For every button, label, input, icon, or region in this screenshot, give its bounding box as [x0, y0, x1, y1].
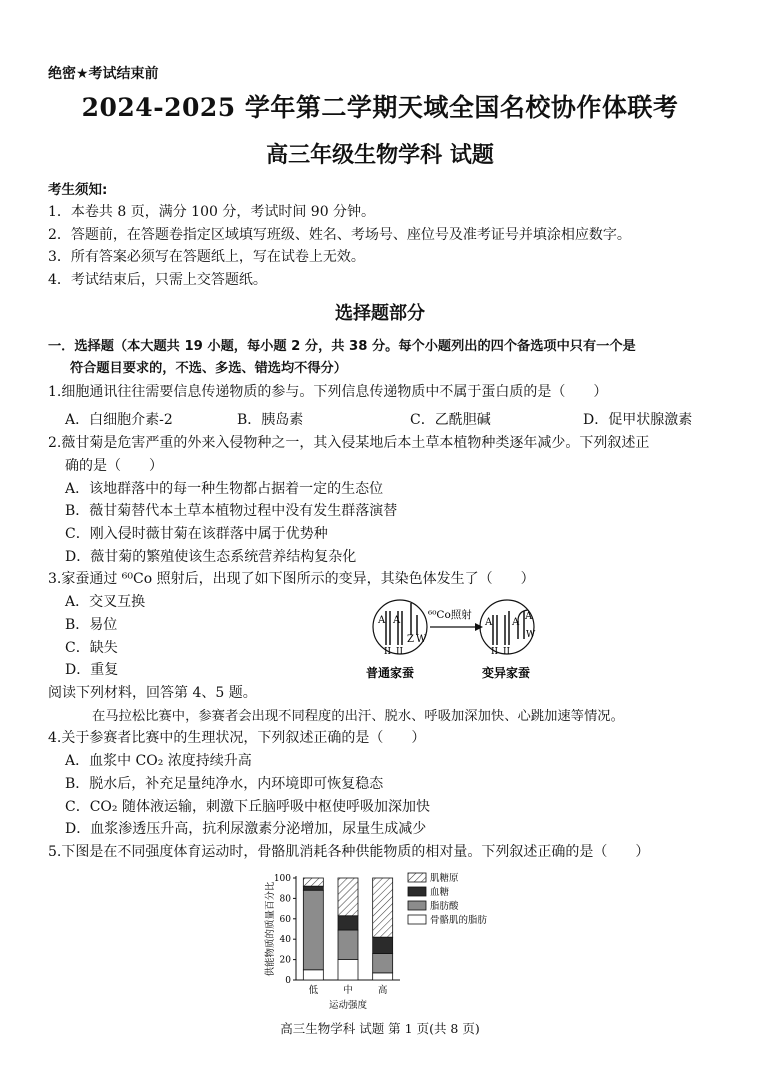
q3-stem: 3.家蚕通过 ⁶⁰Co 照射后，出现了如下图所示的变异，其染色体发生了（ ） — [48, 571, 535, 587]
y-tick-label: 0 — [285, 976, 291, 986]
q1-option-c: C．乙酰胆碱 — [410, 412, 491, 428]
q2-option-d: D．薇甘菊的繁殖使该生态系统营养结构复杂化 — [65, 549, 357, 565]
q4-stem: 4.关于参赛者比赛中的生理状况，下列叙述正确的是（ ） — [48, 730, 426, 746]
exam-title: 2024-2025 学年第二学期天域全国名校协作体联考 — [81, 93, 679, 122]
sex-chromosome-label: W — [416, 634, 427, 645]
bar-segment — [373, 953, 393, 972]
y-tick-label: 100 — [273, 874, 291, 884]
q3-option-b: B．易位 — [65, 617, 118, 633]
bar-segment — [338, 930, 358, 960]
legend-label: 肌糖原 — [430, 873, 459, 884]
q3-option-d: D．重复 — [65, 662, 119, 678]
chromosome-label: II — [396, 647, 404, 657]
notice-item: 2．答题前，在答题卷指定区域填写班级、姓名、考场号、座位号及准考证号并填涂相应数字。 — [48, 227, 631, 243]
arrow-label: ⁶⁰Co照射 — [428, 609, 472, 621]
q3-option-a: A．交叉互换 — [65, 594, 146, 610]
reading-intro: 阅读下列材料，回答第 4、5 题。 — [48, 685, 257, 701]
allele-label: A — [512, 617, 520, 628]
q2-stem-cont: 确的是（ ） — [65, 458, 163, 474]
allele-label: A — [378, 615, 386, 626]
x-axis-label: 运动强度 — [328, 1000, 368, 1011]
part-instructions-cont: 符合题目要求的，不选、多选、错选均不得分） — [70, 361, 347, 376]
figure-caption: 普通家蚕 — [366, 666, 415, 680]
q2-option-a: A．该地群落中的每一种生物都占据着一定的生态位 — [65, 481, 384, 497]
q1-option-b: B．胰岛素 — [237, 412, 304, 428]
y-tick-label: 40 — [279, 935, 291, 946]
y-tick-label: 80 — [279, 894, 291, 905]
q4-option-d: D．血浆渗透压升高，抗利尿激素分泌增加，尿量生成减少 — [65, 821, 427, 837]
chromosome-label: II — [384, 647, 392, 657]
notice-item: 3．所有答案必须写在答题纸上，写在试卷上无效。 — [48, 249, 365, 265]
legend-swatch — [408, 887, 426, 896]
allele-label: A — [393, 615, 401, 626]
bar-segment — [373, 973, 393, 980]
q1-option-a: A．白细胞介素-2 — [65, 412, 173, 428]
x-tick-label: 高 — [377, 985, 388, 996]
q2-stem: 2.薇甘菊是危害严重的外来入侵物种之一，其入侵某地后本土草本植物种类逐年减少。下列叙述正 — [48, 435, 650, 451]
q4-option-b: B．脱水后，补充足量纯净水，内环境即可恢复稳态 — [65, 776, 384, 792]
legend-label: 血糖 — [430, 887, 450, 898]
q5-stem: 5.下图是在不同强度体育运动时，骨骼肌消耗各种供能物质的相对量。下列叙述正确的是（ ） — [48, 844, 650, 860]
bar-segment — [303, 878, 323, 886]
chromosome-diagram — [362, 597, 552, 683]
energy-source-chart — [258, 868, 518, 1012]
legend-swatch — [408, 915, 426, 924]
part-instructions: 一．选择题（本大题共 19 小题，每小题 2 分，共 38 分。每个小题列出的四个备选项中只有一个是 — [48, 339, 636, 354]
x-tick-label: 低 — [308, 985, 319, 996]
figure-caption: 变异家蚕 — [482, 666, 531, 680]
confidential-mark: 绝密★考试结束前 — [48, 66, 159, 82]
chromosome-label: II — [491, 647, 499, 657]
reading-material: 在马拉松比赛中，参赛者会出现不同程度的出汗、脱水、呼吸加深加快、心跳加速等情况。 — [92, 709, 624, 724]
allele-label: A — [485, 617, 493, 628]
sex-chromosome-label: Z — [407, 634, 414, 645]
page-footer: 高三生物学科 试题 第 1 页(共 8 页) — [280, 1021, 480, 1036]
exam-subtitle: 高三年级生物学科 试题 — [266, 142, 494, 168]
y-tick-label: 20 — [279, 955, 291, 966]
q2-option-b: B．薇甘菊替代本土草本植物过程中没有发生群落演替 — [65, 503, 398, 519]
section-title: 选择题部分 — [335, 303, 425, 324]
bar-segment — [373, 937, 393, 953]
bar-segment — [303, 886, 323, 890]
legend-label: 脂肪酸 — [430, 901, 459, 912]
x-tick-label: 中 — [343, 985, 353, 996]
y-axis-label: 供能物质的质量百分比 — [265, 881, 276, 977]
normal-cell — [373, 600, 427, 654]
q2-option-c: C．刚入侵时薇甘菊在该群落中属于优势种 — [65, 526, 328, 542]
notice-heading: 考生须知: — [48, 182, 108, 198]
allele-label: A — [525, 611, 533, 622]
bar-segment — [338, 916, 358, 930]
legend-swatch — [408, 873, 426, 882]
bar-segment — [303, 970, 323, 980]
chromosome-label: II — [503, 647, 511, 657]
legend-label: 骨骼肌的脂肪 — [430, 915, 488, 926]
q1-option-d: D．促甲状腺激素 — [583, 412, 693, 428]
sex-chromosome-label: W — [526, 630, 536, 640]
q1-stem: 1.细胞通讯往往需要信息传递物质的参与。下列信息传递物质中不属于蛋白质的是（ ） — [48, 384, 608, 400]
legend-swatch — [408, 901, 426, 910]
bar-segment — [338, 960, 358, 980]
notice-item: 1．本卷共 8 页，满分 100 分，考试时间 90 分钟。 — [48, 204, 376, 220]
notice-item: 4．考试结束后，只需上交答题纸。 — [48, 272, 267, 288]
q4-option-a: A．血浆中 CO₂ 浓度持续升高 — [65, 753, 252, 769]
q4-option-c: C．CO₂ 随体液运输，刺激下丘脑呼吸中枢使呼吸加深加快 — [65, 799, 430, 815]
bar-segment — [373, 878, 393, 937]
y-tick-label: 60 — [279, 914, 291, 925]
bar-segment — [303, 890, 323, 970]
bar-segment — [338, 878, 358, 916]
q3-option-c: C．缺失 — [65, 640, 118, 656]
